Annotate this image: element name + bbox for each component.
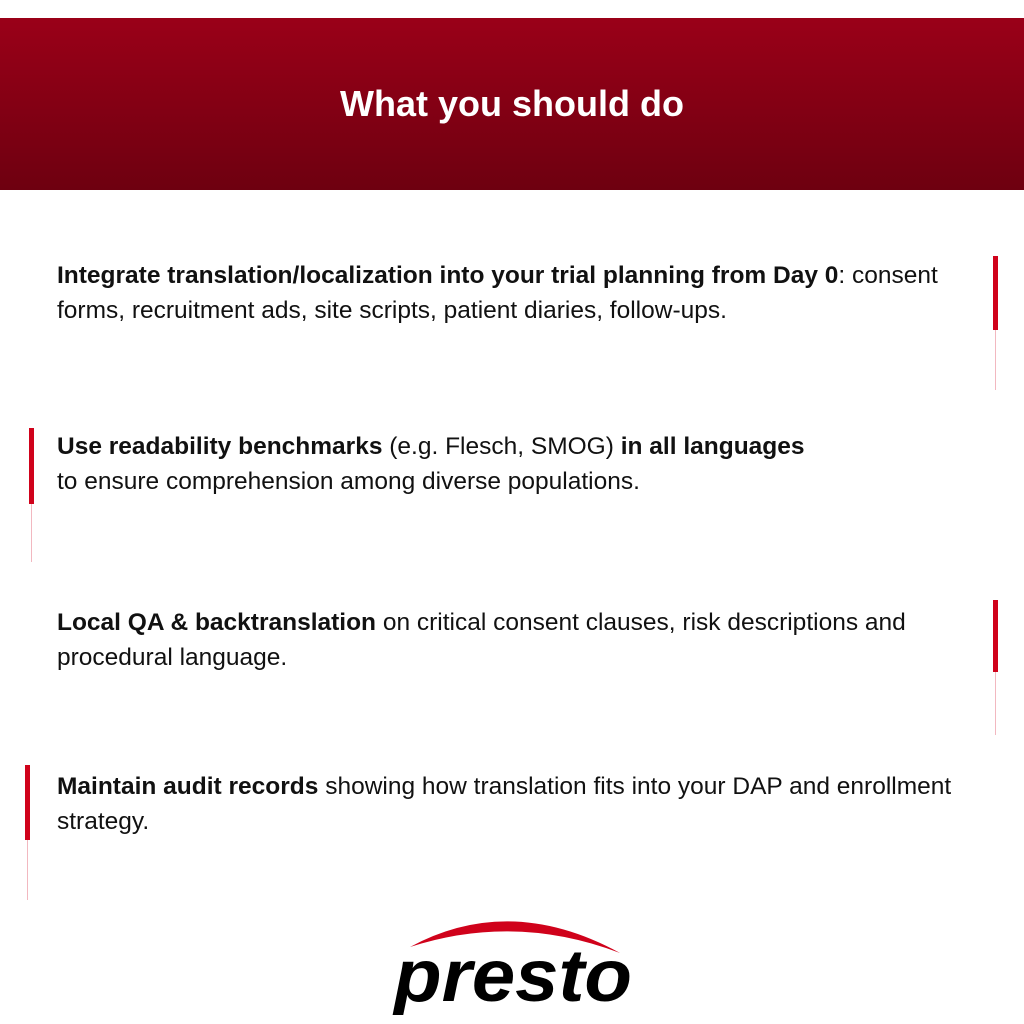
item-heading: Integrate translation/localization into your trial planning from Day 0 [57,262,839,289]
item-text: (e.g. Flesch, SMOG) [382,433,621,460]
list-item [57,258,977,328]
page-title: What you should do [340,83,684,124]
item-heading: Local QA & backtranslation [57,609,377,636]
header-banner [0,18,1024,190]
item-text: showing how translation fits into your DAP and enrollment strategy. [57,773,952,835]
item-heading-2: in all languages [620,433,805,460]
item-text: : consent forms, recruitment ads, site scripts, patient diaries, follow-ups. [57,262,938,324]
accent-bar [25,765,30,900]
item-text: on critical consent clauses, risk descriptions and procedural language. [57,609,906,671]
svg-text:presto: presto [391,934,632,1015]
item-text: to ensure comprehension among diverse populations. [57,468,640,495]
accent-bar [993,600,998,735]
item-heading: Use readability benchmarks [57,433,383,460]
list-item [57,769,977,839]
list-item [57,605,977,675]
accent-bar [29,428,34,562]
list-item [57,429,977,499]
item-heading: Maintain audit records [57,773,319,800]
presto-logo [390,905,640,1020]
accent-bar [993,256,998,390]
